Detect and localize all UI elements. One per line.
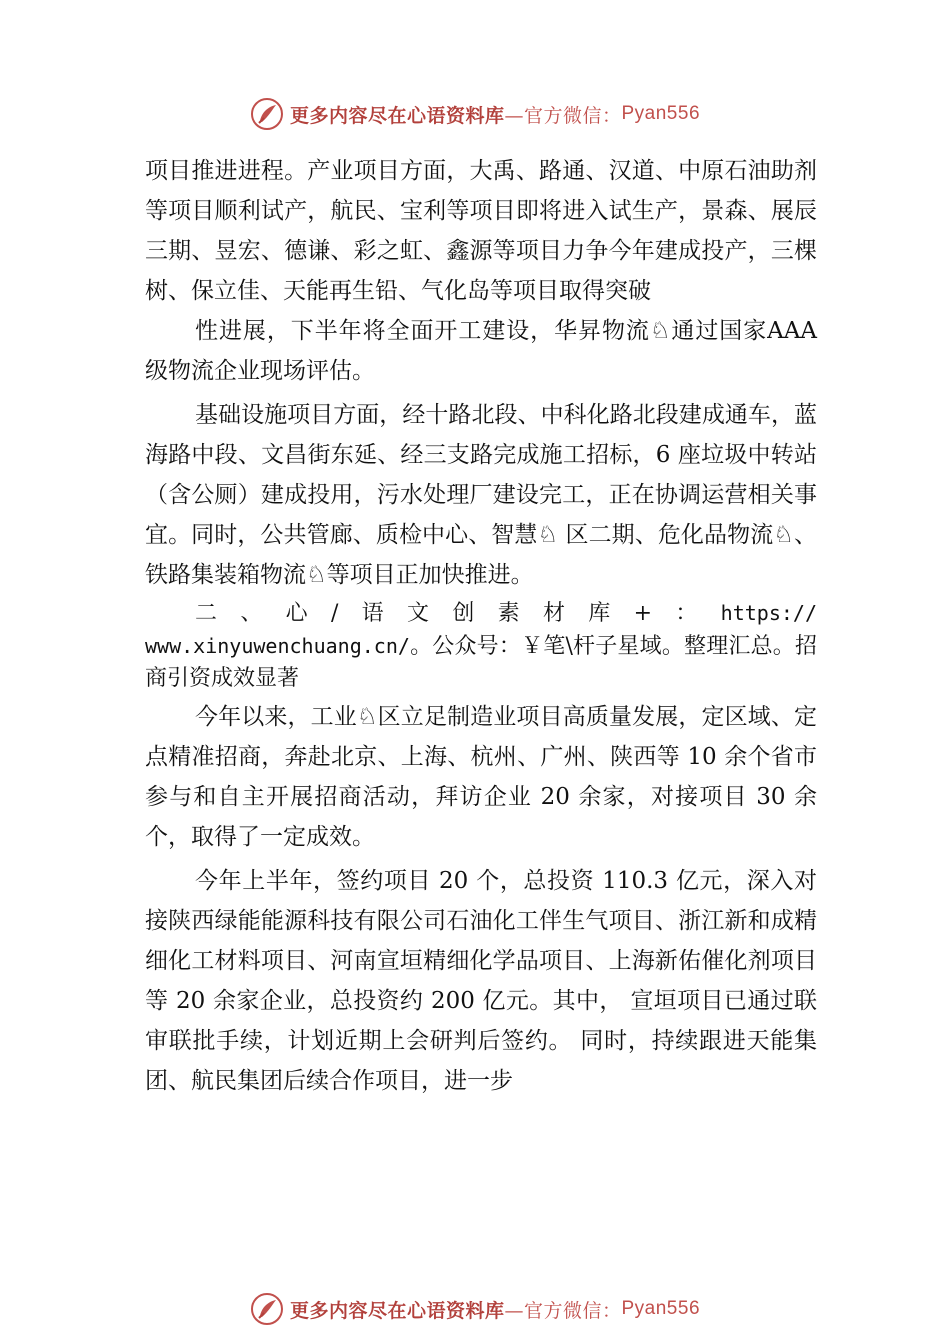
website-url: https:// www.xinyuwenchuang.cn/	[145, 601, 817, 658]
paragraph-1: 项目推进进程。产业项目方面，大禹、路通、汉道、中原石油助剂等项目顺利试产，航民、宝利等项目即将进入试生产，景森、展辰三期、昱宏、德谦、彩之虹、鑫源等项目力争今年建成投产，三棵树、保立佳、天能再生铅、气化岛等项目取得突破	[145, 158, 817, 304]
footer-banner	[0, 1289, 950, 1329]
header-banner	[0, 94, 950, 134]
header-lead-text: 更多内容尽在心语资料库	[289, 104, 505, 127]
footer-lead-text: 更多内容尽在心语资料库	[289, 1299, 505, 1322]
header-wechat-handle: Pyan556	[621, 103, 701, 124]
paragraph-3: 基础设施项目方面，经十路北段、中科化路北段建成通车，蓝海路中段、文昌街东延、经三支路完成施工招标，6 座垃圾中转站（含公厕）建成投用，污水处理厂建设完工，正在协调运营相关事宜。同时，公共管廊、质检中心、智慧♘ 区二期、危化品物流♘、铁路集装箱物流♘等项目正加快推进。	[145, 402, 817, 588]
footer-rest-text: —官方微信：	[504, 1299, 622, 1322]
document-body	[145, 150, 817, 1101]
brand-logo-icon	[250, 1292, 284, 1326]
paragraph-2: 性进展，下半年将全面开工建设，华昇物流♘通过国家AAA 级物流企业现场评估。	[145, 318, 817, 384]
paragraph-5: 今年以来，工业♘区立足制造业项目高质量发展，定区域、定点精准招商，奔赴北京、上海、杭州、广州、陕西等 10 余个省市参与和自主开展招商活动，拜访企业 20 余家，对接项目 30 余个，取得了一定成效。	[145, 704, 817, 850]
header-rest-text: —官方微信：	[504, 104, 622, 127]
section-heading-prefix: 二、心/语文创素材库+：	[195, 601, 721, 626]
section-heading-suffix: 。公众号：￥笔\杆子星域。整理汇总。招商引资成效显著	[145, 634, 817, 691]
paragraph-6: 今年上半年，签约项目 20 个，总投资 110.3 亿元，深入对接陕西绿能能源科技有限公司石油化工伴生气项目、浙江新和成精细化工材料项目、河南宣垣精细化学品项目、上海新佑催化剂项目等 20 余家企业，总投资约 200 亿元。其中， 宣垣项目已通过联审联批手续，计划近期上会研判后签约。 同时，持续跟进天能集团、航民集团后续合作项目，进一步	[145, 868, 817, 1094]
paragraph-4	[145, 597, 817, 695]
footer-wechat-handle: Pyan556	[621, 1298, 701, 1319]
brand-logo-icon	[250, 97, 284, 131]
